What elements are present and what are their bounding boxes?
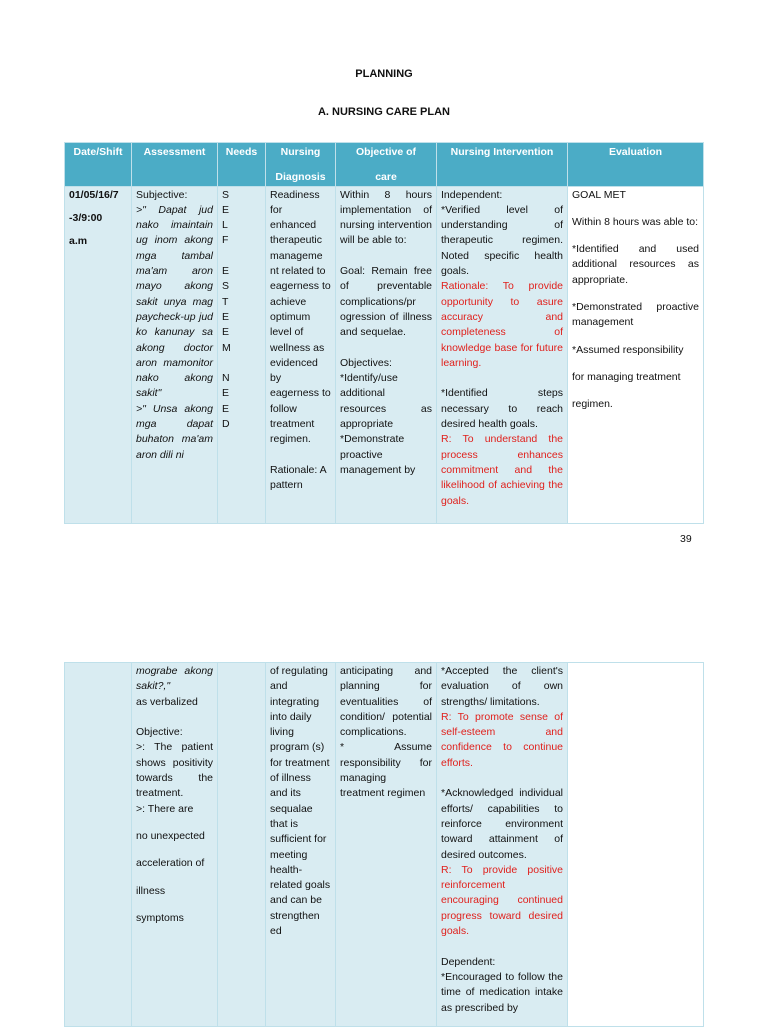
page-number: 39 bbox=[680, 533, 692, 545]
header-objective-of-care: Objective of care bbox=[336, 143, 437, 187]
needs-cell bbox=[218, 663, 266, 1027]
objective-of-care-cell: Within 8 hours implementation of nursing intervention will be able to: Goal: Remain free of preventable complications/pr ogression of illness and sequelae. Objectives: *Identify/use additional resources as appropriate *Demonstrate proactive management by bbox=[336, 186, 437, 523]
nursing-care-plan-table bbox=[64, 142, 704, 524]
header-assessment: Assessment bbox=[132, 143, 218, 187]
page-title: PLANNING bbox=[355, 68, 413, 80]
nursing-intervention-cell: Independent: *Verified level of understanding of therapeutic regimen. Noted specific health goals. Rationale: To provide opportunity to asure accuracy and completeness of knowledge base for future learning. *Identified steps necessary to reach desired health goals. R: To understand the process enhances commitment and the likelihood of achieving the goals. bbox=[437, 186, 568, 523]
nursing-care-plan-table-continued bbox=[64, 662, 704, 1027]
objective-of-care-cell: anticipating and planning for eventualities of condition/ potential complications. * Assume responsibility for managing treatment regimen bbox=[336, 663, 437, 1027]
header-nursing-diagnosis: Nursing Diagnosis bbox=[266, 143, 336, 187]
table-header-row bbox=[65, 143, 704, 187]
table-row bbox=[65, 663, 704, 1027]
page-subtitle: A. NURSING CARE PLAN bbox=[317, 106, 450, 118]
table-row bbox=[65, 186, 704, 523]
nursing-diagnosis-cell: of regulating and integrating into daily living program (s) for treatment of illness and its sequalae that is sufficient for meeting health-related goals and can be strengthen ed bbox=[266, 663, 336, 1027]
needs-cell: S E L F E S T E E M N E E D bbox=[218, 186, 266, 523]
assessment-cell: mograbe akong sakit?," as verbalized Objective: >: The patient shows positivity towards the treatment. >: There are no unexpected acceleration of illness symptoms bbox=[132, 663, 218, 1027]
evaluation-cell bbox=[568, 663, 704, 1027]
header-evaluation: Evaluation bbox=[568, 143, 704, 187]
date-shift-cell bbox=[65, 663, 132, 1027]
nursing-intervention-cell: *Accepted the client's evaluation of own strengths/ limitations. R: To promote sense of self-esteem and confidence to continue efforts. *Acknowledged individual efforts/ capabilities to reinforce environment toward attainment of desired outcomes. R: To provide positive reinforcement encouraging continued progress toward desired goals. Dependent: *Encouraged to follow the time of medication intake as prescribed by bbox=[437, 663, 568, 1027]
evaluation-cell: GOAL MET Within 8 hours was able to: *Identified and used additional resources as appropriate. *Demonstrated proactive management *Assumed responsibility for managing treatment regimen. bbox=[568, 186, 704, 523]
header-needs: Needs bbox=[218, 143, 266, 187]
header-date-shift: Date/Shift bbox=[65, 143, 132, 187]
assessment-cell: Subjective: >" Dapat jud nako imaintain ug inom akong mga tambal ma'am aron mayo akong sakit unya mag paycheck-up jud ko kanunay sa akong doctor aron mamonitor nako akong sakit" >" Unsa akong mga dapat buhaton ma'am aron dili ni bbox=[132, 186, 218, 523]
header-nursing-intervention: Nursing Intervention bbox=[437, 143, 568, 187]
date-shift-cell: 01/05/16/7 -3/9:00 a.m bbox=[65, 186, 132, 523]
nursing-diagnosis-cell: Readiness for enhanced therapeutic manageme nt related to eagerness to achieve optimum level of wellness as evidenced by eagerness to follow treatment regimen. Rationale: A pattern bbox=[266, 186, 336, 523]
